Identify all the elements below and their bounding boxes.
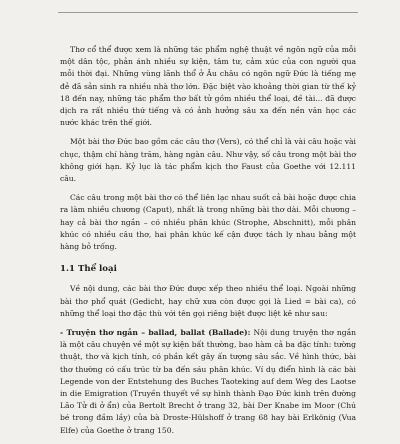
ballad-term: - Truyện thơ ngắn – ballad, ballat (Ballade): bbox=[60, 328, 251, 338]
paragraph-ballad bbox=[60, 327, 356, 437]
header-rule bbox=[58, 12, 358, 13]
ballad-description: Nội dung truyện thơ ngắn là một câu chuyện về một sự kiện bất thường, bao hàm cả ba đặc tính: tường thuật, thơ và kịch tính, có phần kết gây ấn tượng sâu sắc. Về hình thức, bài thơ thường có cấu trúc từ ba đến sáu phân khúc. Ví dụ điển hình là các bài Legende von der Entstehung des Buches Taoteking auf dem Weg des Laotse in die Emigration (Truyền thuyết về sự hình thành Đạo Đức kinh trên đường Lão Tử đi ở ẩn) của Bertolt Brecht ở trang 32, bài Der Knabe im Moor (Chú bé trong đầm lầy) của bà Droste-Hülshoff ở trang 68 hay bài Erlkönig (Vua Elfe) của Goethe ở trang 150. bbox=[60, 328, 356, 435]
paragraph-genres-intro: Về nội dung, các bài thơ Đức được xếp theo nhiều thể loại. Ngoài những bài thơ phổ quát (Gedicht, hay chữ xưa còn được gọi là Lied = bài ca), có những thể loại thơ đặc thù với tên gọi riêng biệt được liệt kê như sau: bbox=[60, 284, 356, 318]
section-heading: 1.1 Thể loại bbox=[60, 264, 117, 275]
page-content bbox=[60, 44, 356, 444]
paragraph-intro: Thơ cổ thể được xem là những tác phẩm nghệ thuật về ngôn ngữ của mỗi một dân tộc, phản ánh nhiều sự kiện, tâm tư, cảm xúc của con người qua mỗi thời đại. Những vùng lãnh thổ ở Âu châu có ngôn ngữ Đức là tiếng mẹ đẻ đã sản sinh ra nhiều nhà thơ lớn. Đặc biệt vào khoảng thời gian từ thế kỷ 18 đến nay, những tác phẩm thơ bất tử gồm nhiều thể loại, đề tài... đã được dịch ra rất nhiều thứ tiếng và có ảnh hưởng sâu xa đến nền văn học các nước khác trên thế giới. bbox=[60, 45, 356, 128]
paragraph-structure: Các câu trong một bài thơ có thể liên lạc nhau suốt cả bài hoặc được chia ra làm nhiều chương (Caput), nhất là trong những bài thơ dài. Mỗi chương – hay cả bài thơ ngắn – có nhiều phân khúc (Strophe, Abschnitt), mỗi phân khúc có nhiều câu thơ, hai phân khúc kế cận được tách ly nhau bằng một hàng bỏ trống. bbox=[60, 193, 356, 252]
paragraph-verse-length: Một bài thơ Đức bao gồm các câu thơ (Vers), có thể chỉ là vài câu hoặc vài chục, thậm chí hàng trăm, hàng ngàn câu. Như vậy, số câu trong một bài thơ không giới hạn. Kỷ lục là tác phẩm kịch thơ Faust của Goethe với 12.111 câu. bbox=[60, 137, 356, 184]
